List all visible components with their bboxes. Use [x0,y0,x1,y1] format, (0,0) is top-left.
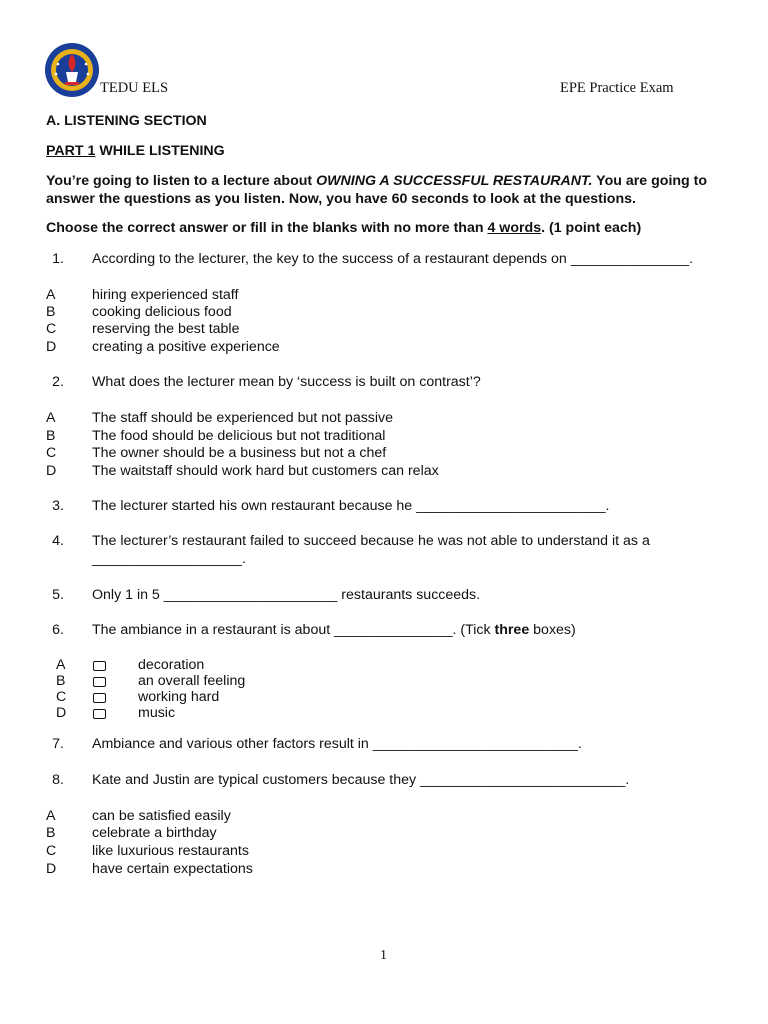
q4-number: 4. [52,533,64,549]
q6-option-text: music [138,705,176,721]
q4-blank: ___________________. [92,551,246,567]
q1-option-text: reserving the best table [92,321,240,337]
q6-tick-count: three [494,622,530,638]
header-exam-title: EPE Practice Exam [560,80,674,96]
q6-option-letter: D [56,705,67,721]
intro-topic: OWNING A SUCCESSFUL RESTAURANT. [316,173,593,189]
intro-text-a: You’re going to listen to a lecture about [46,173,317,189]
q7-number: 7. [52,736,64,752]
q6-text [92,622,576,638]
intro-text-b: You are going to [592,173,708,189]
q6-text-c: boxes) [529,622,576,638]
q2-text: What does the lecturer mean by ‘success is built on contrast’? [92,374,481,390]
q1-text: According to the lecturer, the key to the success of a restaurant depends on _______________. [92,251,694,267]
q8-option-letter: B [46,825,56,841]
q2-option-letter: B [46,428,56,444]
q8-number: 8. [52,772,64,788]
q2-option-letter: C [46,445,57,461]
q5-number: 5. [52,587,64,603]
q6-option-text: working hard [138,689,220,705]
q2-option-text: The owner should be a business but not a chef [92,445,387,461]
q6-text-a: The ambiance in a restaurant is about _______________. (Tick [92,622,495,638]
q2-option-text: The staff should be experienced but not passive [92,410,394,426]
q3-number: 3. [52,498,64,514]
instructions-word-limit: 4 words [487,220,542,236]
q7-text: Ambiance and various other factors result in __________________________. [92,736,582,752]
q2-option-text: The waitstaff should work hard but customers can relax [92,463,439,479]
q8-text: Kate and Justin are typical customers because they __________________________. [92,772,630,788]
page-number: 1 [380,948,387,963]
q6-checkbox[interactable] [93,677,106,687]
q8-option-text: can be satisfied easily [92,808,231,824]
q1-option-text: hiring experienced staff [92,287,239,303]
q6-checkbox[interactable] [93,709,106,719]
q8-option-letter: C [46,843,57,859]
q8-option-text: like luxurious restaurants [92,843,249,859]
q8-option-letter: D [46,861,57,877]
q2-number: 2. [52,374,64,390]
part-label: PART 1 [46,143,96,159]
tedu-logo [44,42,100,98]
q2-option-text: The food should be delicious but not traditional [92,428,386,444]
intro-line-1 [46,173,707,189]
q8-option-text: have certain expectations [92,861,253,877]
instructions-a: Choose the correct answer or fill in the blanks with no more than [46,220,488,236]
q4-text: The lecturer’s restaurant failed to succeed because he was not able to understand it as a [92,533,650,549]
q1-option-letter: D [46,339,57,355]
instructions [46,220,641,236]
q6-checkbox[interactable] [93,693,106,703]
part-title: WHILE LISTENING [95,143,225,159]
intro-line-2: answer the questions as you listen. Now, you have 60 seconds to look at the questions. [46,191,636,207]
q5-text: Only 1 in 5 ______________________ restaurants succeeds. [92,587,481,603]
q6-option-letter: A [56,657,66,673]
q1-option-text: creating a positive experience [92,339,280,355]
section-title: A. LISTENING SECTION [46,113,207,129]
q6-option-letter: C [56,689,67,705]
q6-option-text: decoration [138,657,205,673]
instructions-b: . (1 point each) [541,220,642,236]
q2-option-letter: D [46,463,57,479]
q1-option-letter: B [46,304,56,320]
q1-option-letter: C [46,321,57,337]
q1-option-text: cooking delicious food [92,304,232,320]
q1-number: 1. [52,251,64,267]
q6-number: 6. [52,622,64,638]
q6-checkbox[interactable] [93,661,106,671]
q2-option-letter: A [46,410,56,426]
part-heading [46,143,225,159]
q6-option-text: an overall feeling [138,673,246,689]
header-org: TEDU ELS [100,80,169,96]
q6-option-letter: B [56,673,66,689]
q3-text: The lecturer started his own restaurant because he ________________________. [92,498,610,514]
q8-option-letter: A [46,808,56,824]
q1-option-letter: A [46,287,56,303]
q8-option-text: celebrate a birthday [92,825,217,841]
